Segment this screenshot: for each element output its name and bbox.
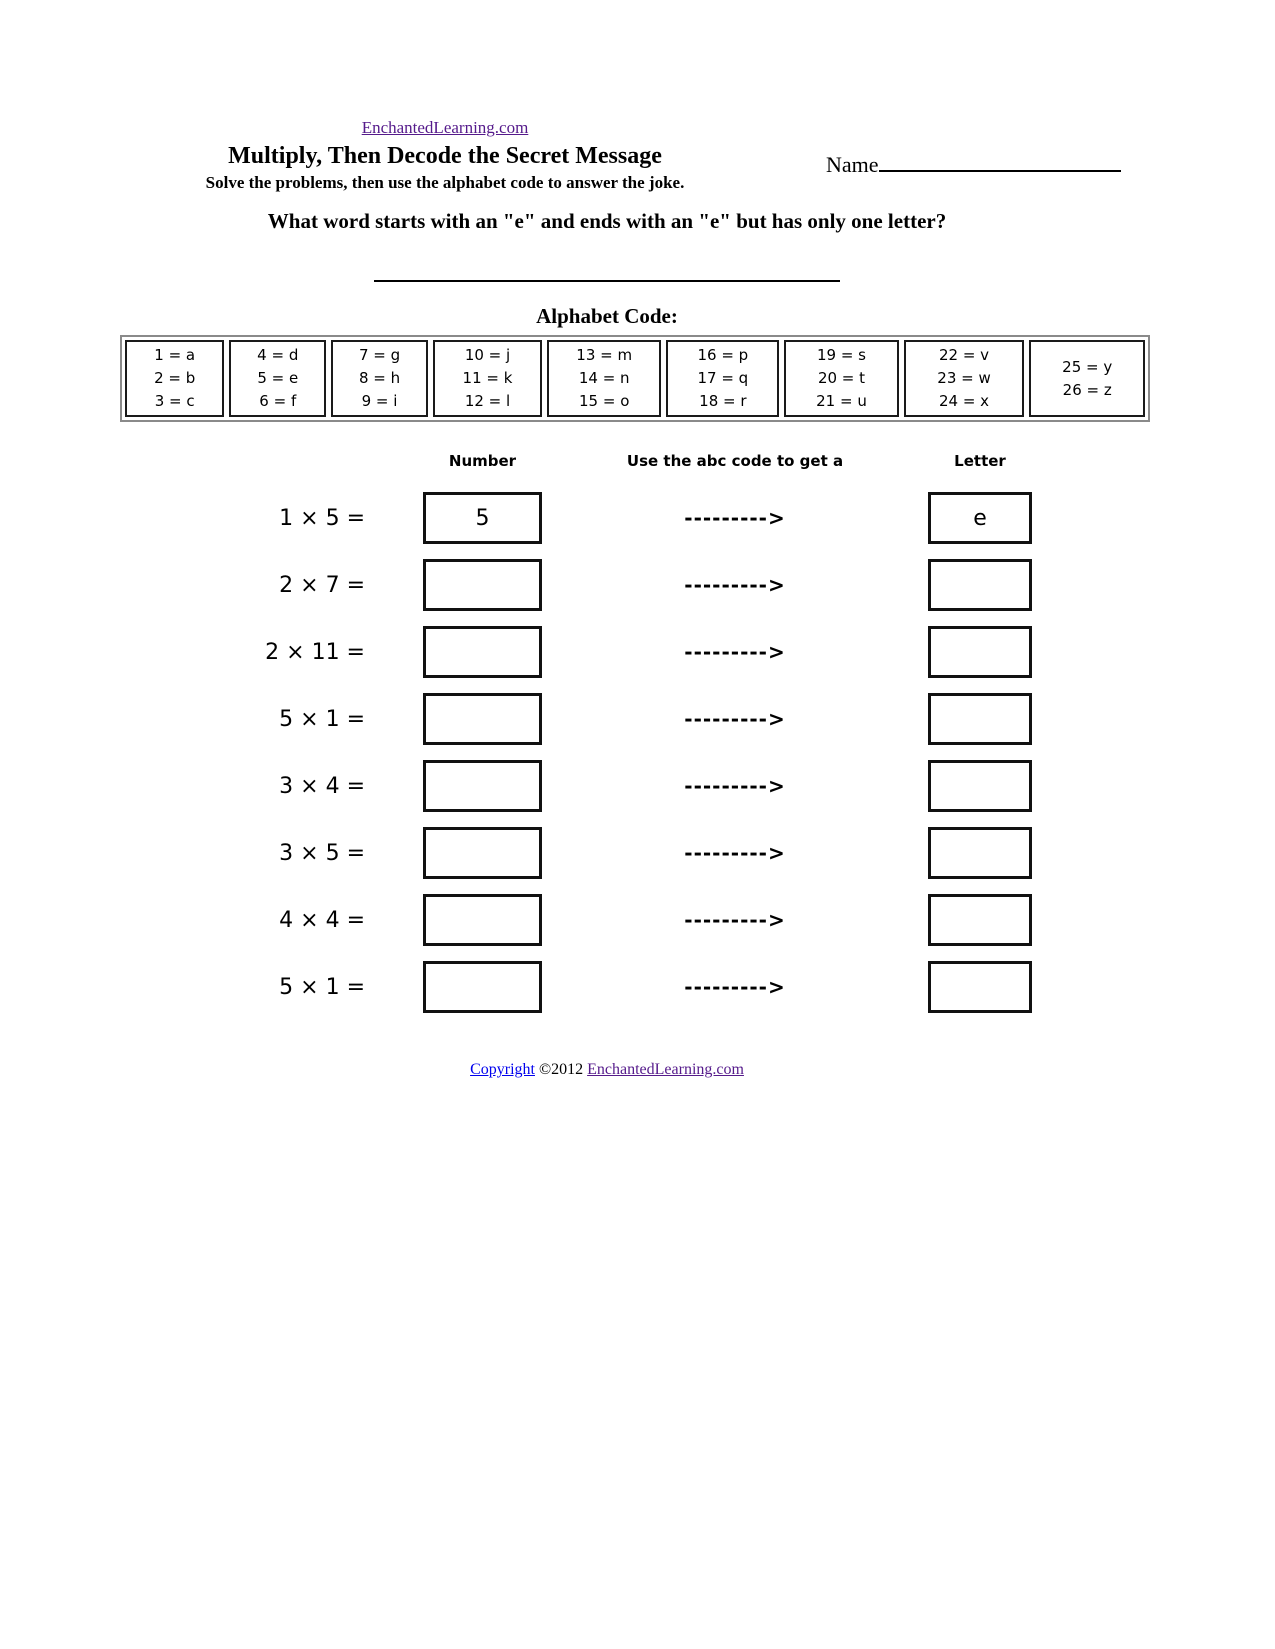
number-answer-value: 5 [475,505,490,531]
problem-row [0,626,1275,678]
alphabet-cell [547,340,661,417]
worksheet-column-headers [0,452,1275,470]
code-entry: 15 = o [579,392,630,410]
problem-label: 3 × 5 = [279,840,365,866]
code-entry: 6 = f [259,392,297,410]
code-entry: 11 = k [462,369,513,387]
problem-row [0,492,1275,544]
problem-row [0,693,1275,745]
letter-answer-box[interactable] [928,626,1032,678]
problem-label: 2 × 11 = [265,639,365,665]
arrow: ---------> [684,975,786,999]
alphabet-cell [433,340,542,417]
code-entry: 9 = i [361,392,398,410]
enchantedlearning-site-link[interactable]: EnchantedLearning.com [361,118,529,137]
arrow: ---------> [684,774,786,798]
letter-answer-box[interactable] [928,492,1032,544]
alphabet-code-heading: Alphabet Code: [536,304,678,328]
number-column-header: Number [448,452,517,470]
letter-answer-box[interactable] [928,559,1032,611]
name-label: Name [826,152,879,177]
code-entry: 4 = d [257,346,299,364]
letter-answer-box[interactable] [928,961,1032,1013]
alphabet-cell [1029,340,1145,417]
instructions-text: Solve the problems, then use the alphabet code to answer the joke. [205,173,685,192]
code-entry: 17 = q [697,369,749,387]
arrow: ---------> [684,573,786,597]
problem-row [0,827,1275,879]
problem-label: 5 × 1 = [279,706,365,732]
code-entry: 14 = n [578,369,630,387]
code-entry: 24 = x [938,392,990,410]
code-entry: 3 = c [154,392,195,410]
number-answer-box[interactable] [423,693,542,745]
problem-row [0,961,1275,1013]
code-entry: 5 = e [257,369,299,387]
code-entry: 21 = u [816,392,867,410]
arrow: ---------> [684,640,786,664]
name-block [826,150,1121,178]
letter-answer-box[interactable] [928,827,1032,879]
problem-label: 5 × 1 = [279,974,365,1000]
code-entry: 13 = m [576,346,633,364]
code-entry: 8 = h [358,369,401,387]
number-answer-box[interactable] [423,827,542,879]
problem-row [0,894,1275,946]
code-entry: 22 = v [938,346,990,364]
problems-section [0,492,1275,1013]
page-title: Multiply, Then Decode the Secret Message [228,143,662,169]
code-entry: 19 = s [816,346,866,364]
code-entry: 26 = z [1062,380,1112,399]
code-column-header: Use the abc code to get a [626,452,844,470]
arrow: ---------> [684,506,786,530]
alphabet-cell [904,340,1025,417]
alphabet-cell [784,340,898,417]
footer [0,1061,1214,1079]
number-answer-box[interactable] [423,760,542,812]
footer-site-link[interactable]: EnchantedLearning.com [587,1061,744,1078]
arrow: ---------> [684,841,786,865]
letter-answer-box[interactable] [928,760,1032,812]
number-answer-box[interactable] [423,492,542,544]
code-entry: 25 = y [1062,357,1113,376]
code-entry: 23 = w [937,369,991,387]
number-answer-box[interactable] [423,961,542,1013]
code-entry: 7 = g [358,346,401,364]
problem-label: 4 × 4 = [279,907,365,933]
number-answer-box[interactable] [423,626,542,678]
problem-label: 1 × 5 = [279,505,365,531]
problem-row [0,559,1275,611]
number-answer-box[interactable] [423,559,542,611]
alphabet-code-table [120,335,1150,422]
code-entry: 10 = j [464,346,511,364]
alphabet-cell [666,340,779,417]
letter-answer-box[interactable] [928,693,1032,745]
code-entry: 1 = a [154,346,196,364]
code-entry: 18 = r [699,392,747,410]
alphabet-cell [229,340,326,417]
arrow: ---------> [684,908,786,932]
joke-question: What word starts with an "e" and ends with an "e" but has only one letter? [267,209,947,233]
letter-column-header: Letter [954,452,1006,470]
problem-row [0,760,1275,812]
copyright-link[interactable]: Copyright [470,1061,535,1078]
name-write-line[interactable] [879,150,1121,172]
problem-label: 3 × 4 = [279,773,365,799]
alphabet-cell [331,340,428,417]
header [0,0,890,193]
question-section [0,209,1214,329]
answer-write-line[interactable] [374,280,840,282]
code-entry: 16 = p [697,346,749,364]
letter-answer-value: e [973,505,987,531]
letter-answer-box[interactable] [928,894,1032,946]
arrow: ---------> [684,707,786,731]
code-entry: 20 = t [817,369,866,387]
alphabet-cell [125,340,224,417]
copyright-year: ©2012 [538,1061,584,1078]
problem-label: 2 × 7 = [279,572,365,598]
number-answer-box[interactable] [423,894,542,946]
code-entry: 2 = b [154,369,196,387]
code-entry: 12 = l [464,392,511,410]
